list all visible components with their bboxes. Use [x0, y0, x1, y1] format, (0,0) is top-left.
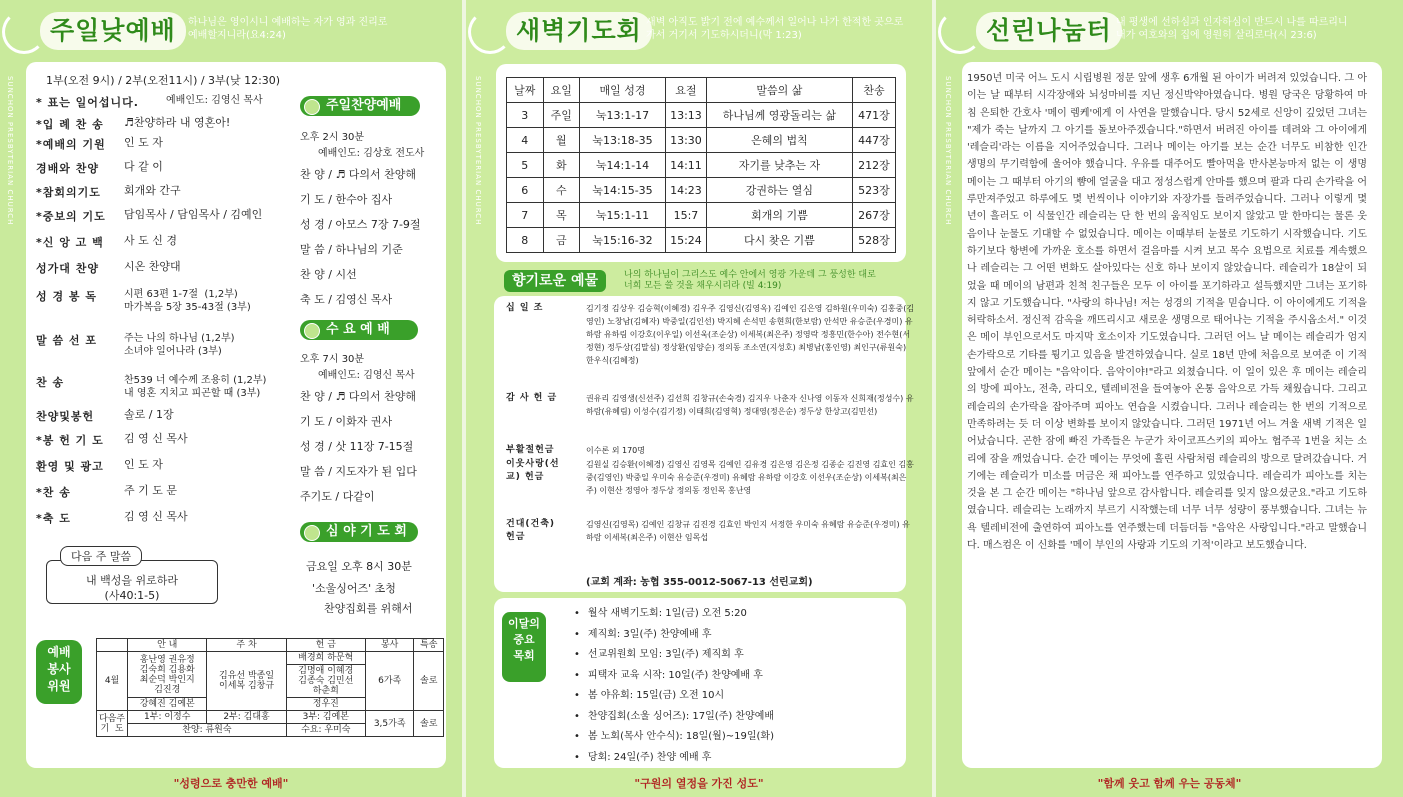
news-item: • 찬양집회(소울 싱어즈): 17일(주) 찬양예배	[574, 707, 774, 722]
offering-label: 감 사 헌 금	[506, 393, 558, 403]
prayer-cell: 눅14:15-35	[580, 178, 666, 203]
table-row	[507, 178, 896, 203]
panel-header	[466, 8, 932, 56]
news-item: • 봄 야유회: 15일(금) 오전 10시	[574, 686, 724, 701]
prayer-cell: 14:11	[666, 153, 707, 178]
vol-next-1: 1부: 이정수	[128, 711, 207, 724]
praise-row: 말 씀 / 하나님의 기준	[300, 243, 403, 256]
order-label: 말 씀 선 포	[36, 334, 97, 347]
panel-title: 주일낮예배	[40, 12, 186, 50]
prayer-cell: 다시 찾은 기쁨	[706, 228, 852, 253]
prayer-header-cell: 찬송	[852, 78, 895, 103]
order-row	[36, 432, 288, 450]
footer-motto: "구원의 열정을 가진 성도"	[634, 777, 764, 790]
side-text: SUNCHON PRESBYTERIAN CHURCH	[6, 76, 14, 226]
prayer-header-cell: 요절	[666, 78, 707, 103]
vol-serve: 6가족	[365, 652, 413, 711]
prayer-cell: 15:24	[666, 228, 707, 253]
order-label: *찬 송	[36, 486, 71, 499]
next-sermon-ref: (사40:1-5)	[104, 589, 160, 602]
prayer-cell: 눅14:1-14	[580, 153, 666, 178]
prayer-cell: 7	[507, 203, 544, 228]
order-label: *중보의 기도	[36, 210, 106, 223]
prayer-cell: 자기를 낮추는 자	[706, 153, 852, 178]
prayer-cell: 15:7	[666, 203, 707, 228]
order-row	[36, 288, 288, 318]
prayer-cell: 월	[543, 128, 580, 153]
offering-label: 건대(건축) 헌금	[506, 519, 556, 542]
order-value: 다 같 이	[124, 160, 163, 173]
order-row	[36, 408, 288, 426]
order-value: 주 기 도 문	[124, 484, 177, 497]
order-label: 성 경 봉 독	[36, 290, 97, 303]
prayer-cell: 눅15:16-32	[580, 228, 666, 253]
order-row	[36, 374, 288, 404]
news-item: • 제직회: 3일(주) 찬양예배 후	[574, 625, 712, 640]
prayer-cell: 13:13	[666, 103, 707, 128]
praise-time: 오후 2시 30분	[300, 132, 365, 143]
offering-value: 김영신(김영목) 김예인 김창규 김진경 김효인 박인지 서정한 우미숙 유혜람 유승준(우경미) 유하람 이세복(최은주) 이현산 임목섭	[586, 520, 910, 542]
prayer-cell: 4	[507, 128, 544, 153]
order-row	[36, 184, 288, 202]
order-row	[36, 484, 288, 502]
panel-title: 새벽기도회	[506, 12, 652, 50]
panel-header	[936, 8, 1403, 56]
next-sermon-title: 내 백성을 위로하라	[85, 574, 178, 587]
order-row	[36, 332, 288, 362]
night-line-3: 찬양집회를 위해서	[324, 602, 413, 615]
header-verse: 새벽 아직도 밝기 전에 예수께서 일어나 나가 한적한 곳으로 가서 거기서 기도하시더니(막 1:23)	[646, 17, 904, 41]
vol-offering-top: 배경희 하문혁	[286, 652, 365, 665]
vol-next-label: 다음주 기 도	[97, 711, 128, 737]
order-value: 시온 찬양대	[124, 260, 181, 273]
order-value: 찬539 너 예수께 조용히 (1,2부) 내 영혼 지치고 피곤할 때 (3부)	[124, 375, 267, 399]
prayer-cell: 금	[543, 228, 580, 253]
wednesday-row: 말 씀 / 지도자가 된 입다	[300, 465, 417, 478]
volunteer-table	[96, 638, 444, 737]
order-label: 찬 송	[36, 376, 65, 389]
order-label: 찬양및봉헌	[36, 410, 95, 423]
panel-title: 선린나눔터	[976, 12, 1122, 50]
prayer-cell: 회개의 기쁨	[706, 203, 852, 228]
offering-value: 김기정 김상우 김승혁(이혜경) 김우주 김영신(김영옥) 김예인 김은영 김하원(우미숙) 김홍중(김영인) 노창남(김혜자) 박중일(김인선) 박지혜 손석민 송현희(한보람) 안석만 유승준(우경미) 유하람 유하림 이강호(이우일) 이선욱(조순상) 이세복(최은주) 정영락 정흥민(한수아) 전수현(서정현) 정두상(김말심) 정상환(임양순) 정의동 조소연(지성호) 최병남(홍인영) 최인구(류원숙) 한우식(김혜정)	[586, 304, 915, 365]
vol-praise: 찬양: 류원숙	[128, 724, 287, 737]
footer-motto: "함께 웃고 함께 우는 공동체"	[1097, 777, 1242, 790]
prayer-header-cell: 날짜	[507, 78, 544, 103]
order-row	[36, 94, 288, 112]
prayer-cell: 267장	[852, 203, 895, 228]
vol-wed: 수요: 우미숙	[286, 724, 365, 737]
wednesday-leader: 예배인도: 김영신 목사	[318, 370, 415, 381]
service-times: 1부(오전 9시) / 2부(오전11시) / 3부(낮 12:30)	[46, 74, 281, 87]
prayer-cell: 수	[543, 178, 580, 203]
prayer-cell: 눅15:1-11	[580, 203, 666, 228]
prayer-cell: 눅13:1-17	[580, 103, 666, 128]
order-row	[36, 458, 288, 476]
wednesday-row: 찬 양 / ♬ 다의서 찬양해	[300, 390, 417, 403]
vol-header-song: 특송	[414, 639, 444, 652]
order-value: 시편 63편 1-7절 (1,2부) 마가복음 5장 35-43절 (3부)	[124, 289, 251, 313]
prayer-cell: 눅13:18-35	[580, 128, 666, 153]
prayer-cell: 5	[507, 153, 544, 178]
side-text: SUNCHON PRESBYTERIAN CHURCH	[944, 76, 952, 226]
vol-offering: 김명애 이혜경 김종숙 김민선 하춘희	[286, 665, 365, 698]
prayer-cell: 8	[507, 228, 544, 253]
news-item: • 봄 노회(목사 안수식): 18일(월)~19일(화)	[574, 727, 774, 742]
prayer-header-cell: 요일	[543, 78, 580, 103]
offering-value: (교회 계좌: 농협 355-0012-5067-13 선린교회)	[586, 577, 813, 588]
header-verse: 하나님은 영이시니 예배하는 자가 영과 진리로 예배할지니라(요4:24)	[188, 17, 388, 41]
prayer-cell: 14:23	[666, 178, 707, 203]
table-row	[507, 228, 896, 253]
vol-header-parking: 주 차	[207, 639, 286, 652]
order-value: 회개와 간구	[124, 184, 181, 197]
order-label: *신 앙 고 백	[36, 236, 104, 249]
news-item: • 선교위원회 모임: 3일(주) 제직회 후	[574, 645, 744, 660]
praise-service-title: 주일찬양예배	[300, 96, 420, 116]
news-item: • 월삭 새벽기도회: 1일(금) 오전 5:20	[574, 604, 747, 619]
order-value: ♬찬양하라 내 영혼아!	[124, 116, 231, 129]
news-item: • 피택자 교육 시작: 10일(주) 찬양예배 후	[574, 666, 763, 681]
night-line-1: 금요일 오후 8시 30분	[306, 560, 412, 573]
prayer-header-cell: 말씀의 삶	[706, 78, 852, 103]
vol-next-2: 2부: 김대홍	[207, 711, 286, 724]
footer-motto: "성령으로 충만한 예배"	[173, 777, 289, 790]
prayer-cell: 목	[543, 203, 580, 228]
praise-row: 축 도 / 김영신 목사	[300, 293, 393, 306]
prayer-table-header	[507, 78, 896, 103]
order-label: *참회의기도	[36, 186, 101, 199]
order-label: 경배와 찬양	[36, 162, 99, 175]
order-row	[36, 116, 288, 134]
vol-next-serve: 3,5가족	[365, 711, 413, 737]
table-row	[507, 128, 896, 153]
prayer-cell: 528장	[852, 228, 895, 253]
offering-label: 십 일 조	[506, 303, 544, 313]
prayer-cell: 471장	[852, 103, 895, 128]
order-row	[36, 136, 288, 154]
order-value: 솔로 / 1장	[124, 408, 174, 421]
prayer-cell: 화	[543, 153, 580, 178]
vol-header-offering: 헌 금	[286, 639, 365, 652]
prayer-cell: 하나님께 영광돌리는 삶	[706, 103, 852, 128]
offering-value: 이수론 외 170명	[586, 446, 645, 455]
offering-title: 향기로운 예물	[504, 270, 606, 292]
table-row	[507, 103, 896, 128]
news-card	[494, 598, 906, 768]
prayer-cell: 강권하는 열심	[706, 178, 852, 203]
vol-next-song: 솔로	[414, 711, 444, 737]
order-label: * 표는 일어섭니다.	[36, 96, 139, 109]
wednesday-row: 주기도 / 다같이	[300, 490, 375, 503]
praise-row: 찬 양 / 시선	[300, 268, 357, 281]
prayer-cell: 주일	[543, 103, 580, 128]
vol-offering-2: 정우진	[286, 698, 365, 711]
order-label: *입 례 찬 송	[36, 118, 104, 131]
praise-row: 찬 양 / ♬ 다의서 찬양해	[300, 168, 417, 181]
header-verse: 내 평생에 선하심과 인자하심이 반드시 나를 따르리니 내가 여호와의 집에 영원히 살리로다(시 23:6)	[1116, 17, 1348, 41]
offering-value: 권유리 김영생(신선주) 김선희 김창규(손숙경) 김지우 나춘자 신나영 이동자 신희재(정성수) 유하람(유혜림) 이성수(김기정) 이태희(김영혁) 정대영(정은순) 정두상 한상고(김민선)	[586, 394, 914, 416]
order-value: 인 도 자	[124, 136, 163, 149]
prayer-header-cell: 매일 성경	[580, 78, 666, 103]
praise-row: 기 도 / 한수아 집사	[300, 193, 393, 206]
vol-header-guide: 안 내	[128, 639, 207, 652]
prayer-cell: 447장	[852, 128, 895, 153]
prayer-cell: 212장	[852, 153, 895, 178]
wednesday-service-title: 수 요 예 배	[300, 320, 418, 340]
prayer-cell: 3	[507, 103, 544, 128]
order-row	[36, 234, 288, 252]
order-label: 성가대 찬양	[36, 262, 99, 275]
order-row	[36, 208, 288, 226]
vol-next-3: 3부: 김예본	[286, 711, 365, 724]
order-label: *축 도	[36, 512, 71, 525]
table-row	[507, 203, 896, 228]
volunteer-tag: 예배 봉사 위원	[36, 640, 82, 704]
news-item: • 당회: 24일(주) 찬양 예배 후	[574, 748, 711, 763]
order-row	[36, 160, 288, 178]
praise-leader: 예배인도: 김상호 전도사	[318, 148, 425, 159]
next-sermon-label: 다음 주 말씀	[60, 546, 142, 566]
prayer-cell: 523장	[852, 178, 895, 203]
order-label: *예배의 기원	[36, 138, 106, 151]
order-row	[36, 510, 288, 528]
vol-month: 4월	[97, 652, 128, 711]
vol-parking: 김유선 박종일 이세복 김창규	[207, 652, 286, 711]
order-row	[36, 260, 288, 278]
order-value: 사 도 신 경	[124, 234, 177, 247]
story-text: 1950년 미국 어느 도시 시립병원 정문 앞에 생후 6개월 된 아이가 버려져 있었습니다. 그 아이는 날 때부터 시각장애와 뇌성마비를 지닌 정신박약아였습니다. 병원 당국은 당황하여 마침 은퇴한 간호사 '메이 렘케'에게 이 사연을 말했습니다. 당시 52세로 신앙이 깊었던 그녀는 "제가 죽는 날까지 그 아기를 돌보아주겠습니다."하면서 버려진 아이를 데려와 그 아이에게 '레슬리'라는 이름을 지어주었습니다. 그러나 메이는 아기를 보는 순간 너무도 비참한 인간 생명의 무기력함에 울어야 했습니다. 우유를 대주어도 빨아먹을 반사본능마저 없는 이 생명 메이는 그 때부터 아기의 뺨에 얼굴을 대고 정성스럽게 안마를 했으며 팔과 다리 손가락을 어루만져주었고 하루에도 몇 번씩이나 이야기와 자장가를 들려주었습니다. 그러나 이렇게 몇 년이 흘러도 이 식물인간 레슬리는 단 한 번의 움직임도 보이지 않았고 말 한마디는 물론 웃음이나 눈물도 기대할 수 없었습니다. 메이는 이때부터 눈물로 기도하기 시작했습니다. 기도하기보다 항변에 가까운 호소를 하면서 걸음마를 시켜 보고 목수 요법으로 치료를 계속했으나 레슬리는 그 어떤 변화도 살아있다는 신호 하나 보이지 않았습니다. 레슬리가 18살이 되었을 때 메이의 남편과 친척 친구들은 모두 이 아이를 포기하라고 설득했지만 그녀는 포기하지 않고 기도했습니다. "사랑의 하나님! 저는 성경의 기적을 믿습니다. 이 아이에게도 기적을 허락하소서. 정신적 감옥을 깨뜨리시고 새로운 생명으로 태어나는 기적을 주시옵소서." 이것은 메이 부인으로서도 마지막 호소이자 기도였습니다. 그러던 어느 날 메이는 레슬리가 엄지손가락으로 기타를 튕기고 있음을 발견하였습니다. 실로 18년 만에 처음으로 보여준 이 기적 앞에서 순간 메이는 "음악이다. 음악이야!"라고 외쳤습니다. 이 일이 있은 후 메이는 레슬리의 방에 피아노, 전축, 라디오, 텔레비전을 들여놓아 온통 음악으로 가득 채웠습니다. 그리고 레슬리의 손가락을 잡아주며 피아노 연습을 시켰습니다. 그러나 레슬리는 한 번의 기적으로 만족하려는 듯 더 이상 변화를 보이지 않았습니다. 그러던 1971년 어느 겨울 새벽 기적은 일어났습니다. 곤한 잠에 빠진 가족들은 누군가 차이코프스키의 피아노 협주곡 1번을 치는 소리에 잠을 깨었습니다. 순간 메이는 무엇에 홀린 사람처럼 레슬리의 방으로 달려갔습니다. 거기에는 레슬리가 미소를 머금은 채 피아노를 연주하고 있었습니다. 레슬리가 피아노를 치는 것을 본 그 순간 메이는 "하나님 앞으로 감사합니다. 레슬리를 잊지 않으셨군요."라고 기도하였습니다. 레슬리는 노래까지 부르기 시작했는데 너무 너무 성량이 풍부했습니다. 그녀는 뉴욕 텔레비전에 출연하여 피아노를 연주했는데 더듬더듬 "음악은 사랑입니다."라고 말했습니다. 매스컴은 이 신화를 '메이 부인의 사랑과 기도의 기적'이라고 보도했습니다.	[967, 73, 1367, 552]
vol-guide: 홍난영 권유정 김숙희 김용화 최순덕 박인지 김진경	[128, 652, 207, 698]
night-prayer-title: 심 야 기 도 회	[300, 522, 418, 542]
news-tag: 이달의 중요 목회	[502, 612, 546, 682]
order-value: 담임목사 / 담임목사 / 김예인	[124, 208, 263, 221]
order-value: 인 도 자	[124, 458, 163, 471]
vol-song: 솔로	[414, 652, 444, 711]
wednesday-row: 성 경 / 삿 11장 7-15절	[300, 440, 414, 453]
order-value: 김 영 신 목사	[124, 432, 188, 445]
panel-header	[0, 8, 462, 56]
prayer-schedule-table	[506, 77, 896, 253]
order-value: 주는 나의 하나님 (1,2부) 소녀야 일어나라 (3부)	[124, 333, 235, 357]
side-text: SUNCHON PRESBYTERIAN CHURCH	[474, 76, 482, 226]
order-label: 환영 및 광고	[36, 460, 104, 473]
wednesday-row: 기 도 / 이화자 권사	[300, 415, 393, 428]
offering-label: 이웃사랑(선교) 헌금	[506, 459, 560, 482]
order-value: 예배인도: 김영신 목사	[166, 95, 263, 106]
prayer-cell: 6	[507, 178, 544, 203]
offering-label: 부활절헌금	[506, 445, 555, 455]
praise-row: 성 경 / 아모스 7장 7-9절	[300, 218, 421, 231]
order-value: 김 영 신 목사	[124, 510, 188, 523]
offering-value: 김원실 김승환(이혜경) 김영신 김영목 김예인 김유경 김은영 김은정 김종순 김진영 김효인 김홍중(김영인) 박중일 우미숙 유승준(우경미) 유혜람 유하람 이강호 이선우(조순상) 이세복(최은주) 이현산 정영아 정두상 정의동 정인목 홍난영	[586, 460, 914, 495]
offering-verse: 나의 하나님이 그리스도 예수 안에서 영광 가운데 그 풍성한 대로 너희 모든 쓸 것을 채우시리라 (빌 4:19)	[624, 270, 876, 291]
prayer-cell: 은혜의 법칙	[706, 128, 852, 153]
next-sermon-box	[46, 560, 218, 604]
vol-guide-2: 강혜진 김예본	[128, 698, 207, 711]
prayer-cell: 13:30	[666, 128, 707, 153]
table-row	[507, 153, 896, 178]
order-label: *봉 헌 기 도	[36, 434, 104, 447]
vol-header-serve: 봉사	[365, 639, 413, 652]
night-line-2: '소울싱어즈' 초청	[312, 582, 396, 595]
wednesday-time: 오후 7시 30분	[300, 354, 365, 365]
